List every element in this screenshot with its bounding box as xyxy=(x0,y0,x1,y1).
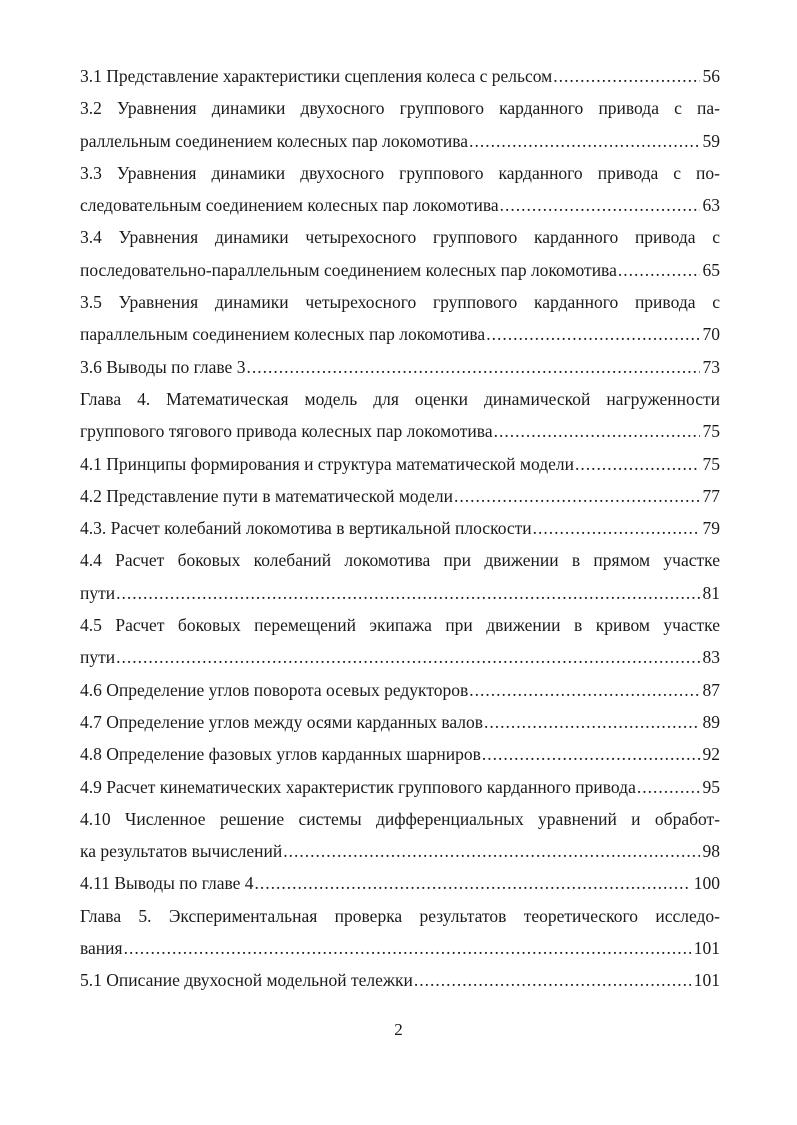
toc-entry-page: 73 xyxy=(702,356,720,377)
toc-entry-title: 3.6 Выводы по главе 3 xyxy=(80,356,246,377)
toc-entry-line xyxy=(80,254,720,286)
toc-entry-title: 4.11 Выводы по главе 4 xyxy=(80,873,254,894)
toc-entry-title: 4.3. Расчет колебаний локомотива в вертикальной плоскости xyxy=(80,518,532,539)
toc-entry-page: 101 xyxy=(693,938,720,959)
toc-entry-line xyxy=(80,125,720,157)
toc-leader-dots xyxy=(454,480,700,512)
toc-entry-line xyxy=(80,932,720,964)
toc-entry xyxy=(80,286,720,351)
toc-leader-dots xyxy=(116,577,699,609)
toc-entry-line: Глава 5. Экспериментальная проверка результатов теоретического исследо- xyxy=(80,905,720,926)
toc-entry-page: 81 xyxy=(702,582,720,603)
toc-entry-title: группового тягового привода колесных пар локомотива xyxy=(80,421,493,442)
toc-entry-line: 4.4 Расчет боковых колебаний локомотива при движении в прямом участке xyxy=(80,550,720,571)
toc-entry-line xyxy=(80,738,720,770)
toc-leader-dots xyxy=(618,254,700,286)
toc-entry-page: 56 xyxy=(702,66,720,86)
toc-entry xyxy=(80,544,720,609)
toc-leader-dots xyxy=(255,867,691,899)
toc-entry-page: 101 xyxy=(693,970,720,991)
toc-entry-title: 4.2 Представление пути в математической модели xyxy=(80,485,453,506)
toc-leader-dots xyxy=(533,512,700,544)
toc-entry-line: 3.2 Уравнения динамики двухосного группового карданного привода с па- xyxy=(80,98,720,119)
toc-entry-page: 77 xyxy=(702,485,720,506)
toc-entry xyxy=(80,351,720,383)
toc-entry xyxy=(80,60,720,92)
toc-leader-dots xyxy=(116,641,699,673)
toc-entry-page: 70 xyxy=(702,324,720,345)
toc-entry-line xyxy=(80,771,720,803)
toc-leader-dots xyxy=(469,125,699,157)
toc-entry-line xyxy=(80,577,720,609)
toc-leader-dots xyxy=(553,60,699,92)
table-of-contents xyxy=(80,60,720,997)
toc-entry xyxy=(80,157,720,222)
toc-leader-dots xyxy=(500,189,700,221)
toc-entry-title: следовательным соединением колесных пар локомотива xyxy=(80,195,499,216)
toc-leader-dots xyxy=(484,706,699,738)
toc-entry-title: параллельным соединением колесных пар локомотива xyxy=(80,324,486,345)
toc-entry-title: пути xyxy=(80,582,116,603)
toc-entry-line xyxy=(80,318,720,350)
toc-entry-line xyxy=(80,480,720,512)
toc-entry xyxy=(80,480,720,512)
toc-entry xyxy=(80,448,720,480)
toc-entry xyxy=(80,92,720,157)
toc-entry-line xyxy=(80,706,720,738)
toc-entry xyxy=(80,221,720,286)
toc-entry-line: 4.10 Численное решение системы дифференциальных уравнений и обработ- xyxy=(80,808,720,829)
toc-entry-title: 5.1 Описание двухосной модельной тележки xyxy=(80,970,413,991)
toc-entry xyxy=(80,803,720,868)
toc-leader-dots xyxy=(482,738,700,770)
toc-entry-page: 79 xyxy=(702,518,720,539)
toc-entry-title: вания xyxy=(80,938,123,959)
toc-entry xyxy=(80,867,720,899)
toc-entry-title: раллельным соединением колесных пар локомотива xyxy=(80,130,469,151)
toc-entry-line xyxy=(80,964,720,996)
toc-leader-dots xyxy=(124,932,691,964)
toc-entry-line xyxy=(80,512,720,544)
toc-entry-page: 95 xyxy=(702,776,720,797)
toc-entry-page: 89 xyxy=(702,711,720,732)
toc-entry-page: 83 xyxy=(702,647,720,668)
toc-entry-page: 75 xyxy=(702,453,720,474)
toc-entry xyxy=(80,964,720,996)
toc-entry xyxy=(80,771,720,803)
toc-leader-dots xyxy=(575,448,700,480)
toc-entry xyxy=(80,512,720,544)
toc-entry xyxy=(80,900,720,965)
toc-entry-line xyxy=(80,448,720,480)
toc-entry-title: 4.6 Определение углов поворота осевых редукторов xyxy=(80,679,469,700)
toc-entry-line xyxy=(80,189,720,221)
toc-entry xyxy=(80,674,720,706)
toc-leader-dots xyxy=(637,771,700,803)
toc-entry-page: 98 xyxy=(702,841,720,862)
toc-entry-page: 87 xyxy=(702,679,720,700)
toc-entry xyxy=(80,738,720,770)
toc-leader-dots xyxy=(246,351,699,383)
toc-entry-line xyxy=(80,835,720,867)
toc-entry-title: 4.9 Расчет кинематических характеристик группового карданного привода xyxy=(80,776,636,797)
toc-entry-line: 3.5 Уравнения динамики четырехосного группового карданного привода с xyxy=(80,292,720,313)
toc-entry xyxy=(80,383,720,448)
toc-entry-line xyxy=(80,351,720,383)
toc-entry-page: 92 xyxy=(702,744,720,765)
toc-entry-page: 59 xyxy=(702,130,720,151)
toc-entry-line xyxy=(80,60,720,92)
toc-entry xyxy=(80,706,720,738)
toc-entry-line xyxy=(80,641,720,673)
toc-entry-line xyxy=(80,867,720,899)
toc-entry-title: последовательно-параллельным соединением колесных пар локомотива xyxy=(80,259,617,280)
toc-leader-dots xyxy=(469,674,699,706)
toc-entry-title: ка результатов вычислений xyxy=(80,841,283,862)
toc-entry-line xyxy=(80,674,720,706)
toc-entry-page: 63 xyxy=(702,195,720,216)
toc-entry-title: 4.8 Определение фазовых углов карданных шарниров xyxy=(80,744,481,765)
toc-entry-line xyxy=(80,415,720,447)
toc-entry-line: 4.5 Расчет боковых перемещений экипажа при движении в кривом участке xyxy=(80,615,720,636)
toc-entry-title: 4.7 Определение углов между осями карданных валов xyxy=(80,711,484,732)
toc-entry-line: Глава 4. Математическая модель для оценки динамической нагруженности xyxy=(80,388,720,409)
toc-entry-line: 3.3 Уравнения динамики двухосного группового карданного привода с по- xyxy=(80,162,720,183)
toc-leader-dots xyxy=(486,318,699,350)
toc-entry-title: пути xyxy=(80,647,116,668)
page-number: 2 xyxy=(394,1020,403,1039)
toc-entry xyxy=(80,609,720,674)
toc-leader-dots xyxy=(494,415,700,447)
toc-entry-title: 3.1 Представление характеристики сцепления колеса с рельсом xyxy=(80,66,553,86)
toc-entry-line: 3.4 Уравнения динамики четырехосного группового карданного привода с xyxy=(80,227,720,248)
toc-leader-dots xyxy=(414,964,691,996)
toc-entry-page: 65 xyxy=(702,259,720,280)
toc-entry-page: 75 xyxy=(702,421,720,442)
toc-entry-title: 4.1 Принципы формирования и структура математической модели xyxy=(80,453,574,474)
toc-entry-page: 100 xyxy=(693,873,720,894)
toc-leader-dots xyxy=(283,835,699,867)
